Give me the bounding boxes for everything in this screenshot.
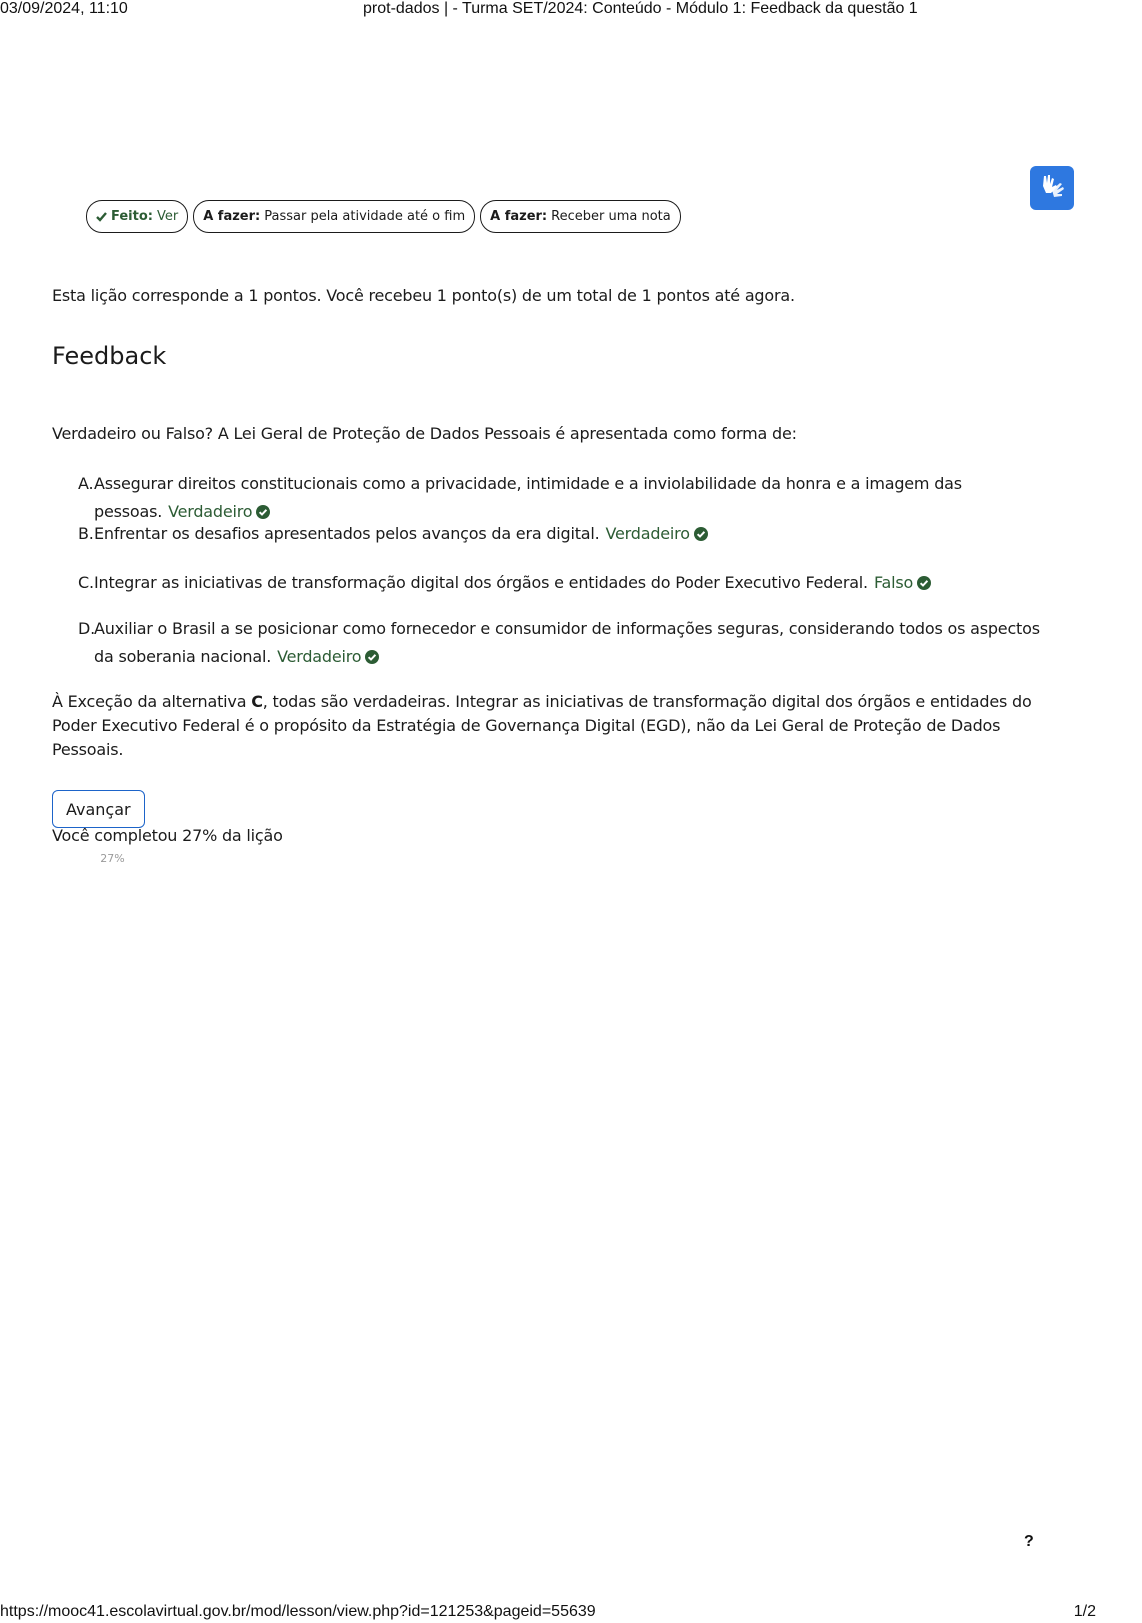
next-button[interactable]: Avançar xyxy=(52,790,145,828)
answer-letter: D. xyxy=(78,619,96,638)
answer-item xyxy=(78,615,1053,671)
completion-done-value: Ver xyxy=(156,209,179,224)
answer-letter: A. xyxy=(78,474,94,493)
answer-response: Falso xyxy=(873,573,914,592)
lesson-progress-bar xyxy=(52,852,498,866)
completion-todo-pill xyxy=(480,200,681,233)
feedback-heading: Feedback xyxy=(52,342,167,370)
lesson-points-text: Esta lição corresponde a 1 pontos. Você recebeu 1 ponto(s) de um total de 1 pontos até agora. xyxy=(52,286,795,305)
print-footer xyxy=(0,1601,1142,1623)
check-icon xyxy=(96,212,107,222)
answer-response: Verdadeiro xyxy=(277,647,362,666)
answer-item xyxy=(78,470,1053,520)
completion-todo-label: A fazer: xyxy=(490,209,548,224)
lesson-progress-text: Você completou 27% da lição xyxy=(52,826,283,845)
answer-letter: C. xyxy=(78,573,94,592)
completion-todo-value: Receber uma nota xyxy=(551,209,671,224)
answer-letter: B. xyxy=(78,524,94,543)
sign-language-hands-icon xyxy=(1038,172,1066,205)
correct-check-icon xyxy=(256,505,270,519)
activity-completion-status xyxy=(86,200,681,233)
libras-accessibility-button[interactable] xyxy=(1030,166,1074,210)
correct-check-icon xyxy=(694,527,708,541)
answer-response: Verdadeiro xyxy=(168,502,253,521)
completion-done-label: Feito: xyxy=(111,209,153,224)
answer-text: Enfrentar os desafios apresentados pelos avanços da era digital. xyxy=(94,524,600,543)
answer-item xyxy=(78,520,1053,569)
answer-item xyxy=(78,569,1053,615)
completion-todo-pill xyxy=(193,200,475,233)
answer-response: Verdadeiro xyxy=(605,524,690,543)
answer-text: Auxiliar o Brasil a se posicionar como fornecedor e consumidor de informações seguras, considerando todos os aspectos da soberania nacional. xyxy=(94,619,1040,666)
print-page-title: prot-dados | - Turma SET/2024: Conteúdo - Módulo 1: Feedback da questão 1 xyxy=(363,0,918,17)
correct-check-icon xyxy=(917,576,931,590)
print-datetime: 03/09/2024, 11:10 xyxy=(0,0,128,17)
completion-todo-value: Passar pela atividade até o fim xyxy=(264,209,466,224)
progress-percent-label: 27% xyxy=(100,852,125,865)
print-page-url: https://mooc41.escolavirtual.gov.br/mod/lesson/view.php?id=121253&pageid=55639 xyxy=(0,1603,596,1620)
highlighted-alternative: C xyxy=(251,692,263,711)
answer-text: Assegurar direitos constitucionais como a privacidade, intimidade e a inviolabilidade da honra e a imagem das pessoas. xyxy=(94,474,962,521)
completion-done-pill xyxy=(86,200,188,233)
help-button[interactable]: ? xyxy=(1024,1533,1034,1550)
answer-text: Integrar as iniciativas de transformação digital dos órgãos e entidades do Poder Executivo Federal. xyxy=(94,573,868,592)
print-header xyxy=(0,0,1142,20)
question-text: Verdadeiro ou Falso? A Lei Geral de Proteção de Dados Pessoais é apresentada como forma de: xyxy=(52,424,797,443)
feedback-explanation: À Exceção da alternativa C, todas são verdadeiras. Integrar as iniciativas de transformação digital dos órgãos e entidades do Poder Executivo Federal é o propósito da Estratégia de Governança Digital (EGD), não da Lei Geral de Proteção de Dados Pessoais. xyxy=(52,692,1032,759)
correct-check-icon xyxy=(365,650,379,664)
answer-list xyxy=(78,470,1053,671)
completion-todo-label: A fazer: xyxy=(203,209,261,224)
print-page-number: 1/2 xyxy=(1073,1603,1096,1620)
